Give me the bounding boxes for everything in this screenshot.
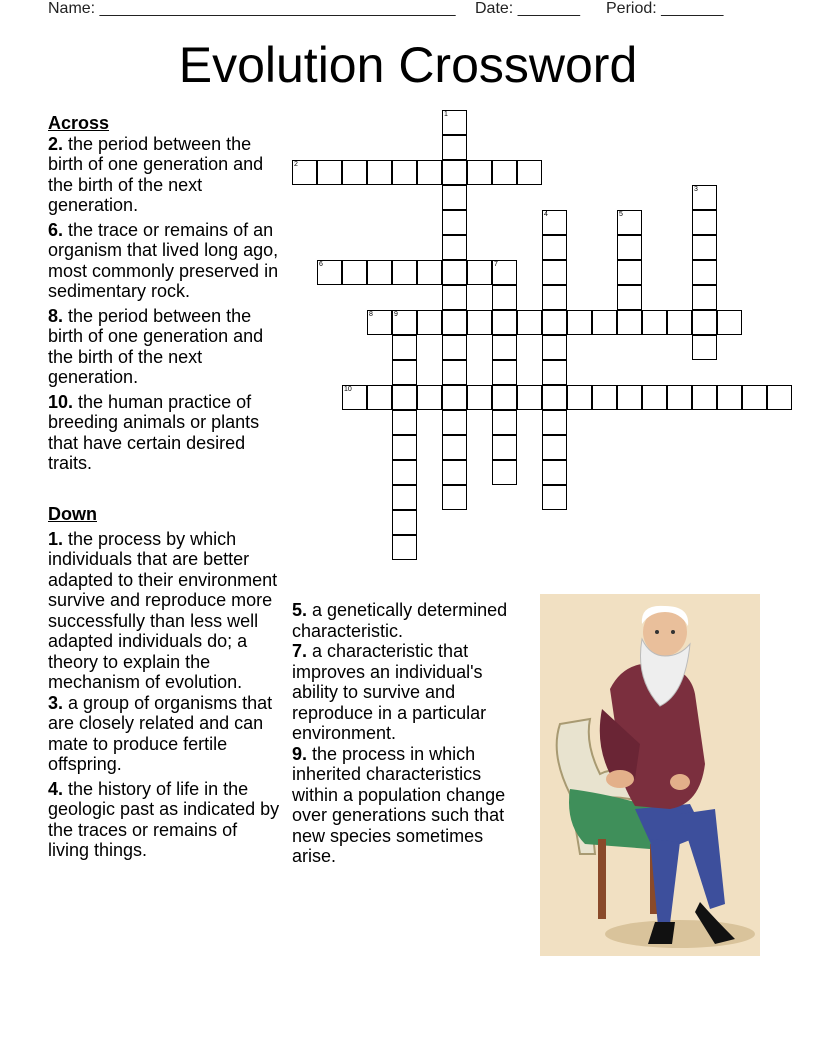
crossword-cell[interactable]	[492, 385, 517, 410]
period-field-label[interactable]: Period: _______	[606, 0, 724, 17]
cell-number: 9	[394, 311, 398, 318]
crossword-cell[interactable]	[517, 385, 542, 410]
crossword-cell[interactable]	[442, 385, 467, 410]
down-clue-1: 1. the process by which individuals that are better adapted to their environment survive and reproduce more successfully than less well adapted individuals do; a theory to explain the mechanism of evolution.	[48, 528, 278, 692]
crossword-cell[interactable]	[442, 460, 467, 485]
cell-number: 4	[544, 211, 548, 218]
down-clue-3: 3. a group of organisms that are closely related and can mate to produce fertile offspring.	[48, 692, 273, 774]
crossword-cell[interactable]	[392, 335, 417, 360]
crossword-cell[interactable]	[392, 360, 417, 385]
crossword-cell[interactable]	[542, 485, 567, 510]
crossword-cell[interactable]	[292, 160, 317, 185]
cell-number: 1	[444, 111, 448, 118]
crossword-cell[interactable]	[442, 410, 467, 435]
crossword-cell[interactable]	[342, 260, 367, 285]
crossword-cell[interactable]	[392, 310, 417, 335]
crossword-cell[interactable]	[442, 260, 467, 285]
crossword-cell[interactable]	[467, 160, 492, 185]
crossword-cell[interactable]	[542, 410, 567, 435]
crossword-cell[interactable]	[392, 535, 417, 560]
crossword-cell[interactable]	[317, 260, 342, 285]
crossword-cell[interactable]	[692, 310, 717, 335]
crossword-cell[interactable]	[567, 310, 592, 335]
crossword-cell[interactable]	[617, 310, 642, 335]
crossword-cell[interactable]	[342, 160, 367, 185]
crossword-cell[interactable]	[492, 310, 517, 335]
crossword-cell[interactable]	[617, 285, 642, 310]
crossword-cell[interactable]	[692, 185, 717, 210]
cell-number: 8	[369, 311, 373, 318]
crossword-cell[interactable]	[492, 160, 517, 185]
crossword-cell[interactable]	[692, 285, 717, 310]
crossword-cell[interactable]	[467, 385, 492, 410]
crossword-cell[interactable]	[617, 235, 642, 260]
across-clue-10: 10. the human practice of breeding animals or plants that have certain desired traits.	[48, 391, 260, 473]
cell-number: 5	[619, 211, 623, 218]
page-title: Evolution Crossword	[178, 37, 638, 93]
crossword-cell[interactable]	[392, 435, 417, 460]
crossword-cell[interactable]	[392, 485, 417, 510]
crossword-cell[interactable]	[392, 385, 417, 410]
crossword-cell[interactable]	[442, 185, 467, 210]
crossword-cell[interactable]	[492, 460, 517, 485]
crossword-cell[interactable]	[517, 310, 542, 335]
crossword-cell[interactable]	[542, 435, 567, 460]
across-clues	[48, 113, 280, 478]
crossword-cell[interactable]	[692, 335, 717, 360]
crossword-cell[interactable]	[492, 285, 517, 310]
crossword-cell[interactable]	[442, 310, 467, 335]
crossword-cell[interactable]	[467, 260, 492, 285]
crossword-cell[interactable]	[592, 310, 617, 335]
crossword-cell[interactable]	[392, 410, 417, 435]
crossword-cell[interactable]	[742, 385, 767, 410]
down-clues-continued	[292, 600, 522, 867]
charles-darwin-caricature-icon	[540, 594, 760, 956]
crossword-cell[interactable]	[667, 310, 692, 335]
crossword-cell[interactable]	[492, 260, 517, 285]
crossword-cell[interactable]	[367, 260, 392, 285]
across-clue-8: 8. the period between the birth of one generation and the birth of the next generation.	[48, 305, 264, 387]
crossword-cell[interactable]	[442, 135, 467, 160]
crossword-cell[interactable]	[417, 385, 442, 410]
crossword-cell[interactable]	[542, 210, 567, 235]
crossword-cell[interactable]	[392, 260, 417, 285]
crossword-cell[interactable]	[392, 460, 417, 485]
cell-number: 6	[319, 261, 323, 268]
crossword-cell[interactable]	[617, 260, 642, 285]
crossword-cell[interactable]	[592, 385, 617, 410]
crossword-cell[interactable]	[442, 335, 467, 360]
crossword-cell[interactable]	[642, 385, 667, 410]
crossword-cell[interactable]	[392, 510, 417, 535]
cell-number: 7	[494, 261, 498, 268]
down-heading: Down	[48, 504, 97, 524]
crossword-cell[interactable]	[317, 160, 342, 185]
crossword-cell[interactable]	[692, 260, 717, 285]
crossword-cell[interactable]	[442, 110, 467, 135]
cell-number: 2	[294, 161, 298, 168]
crossword-cell[interactable]	[467, 310, 492, 335]
crossword-cell[interactable]	[542, 260, 567, 285]
crossword-cell[interactable]	[417, 260, 442, 285]
across-clue-6: 6. the trace or remains of an organism that lived long ago, most commonly preserved in sedimentary rock.	[48, 219, 279, 301]
crossword-cell[interactable]	[492, 360, 517, 385]
crossword-cell[interactable]	[692, 235, 717, 260]
date-field-label[interactable]: Date: _______	[475, 0, 580, 17]
crossword-cell[interactable]	[442, 160, 467, 185]
crossword-cell[interactable]	[567, 385, 592, 410]
crossword-cell[interactable]	[392, 160, 417, 185]
across-clue-2: 2. the period between the birth of one generation and the birth of the next generation.	[48, 133, 264, 215]
crossword-cell[interactable]	[442, 485, 467, 510]
down-clues	[48, 504, 283, 865]
crossword-cell[interactable]	[442, 435, 467, 460]
crossword-cell[interactable]	[442, 360, 467, 385]
down-clue-9: 9. the process in which inherited characteristics within a population change over generations such that new species sometimes arise.	[292, 743, 506, 866]
crossword-cell[interactable]	[692, 385, 717, 410]
crossword-cell[interactable]	[642, 310, 667, 335]
crossword-cell[interactable]	[367, 310, 392, 335]
crossword-cell[interactable]	[492, 335, 517, 360]
crossword-cell[interactable]	[767, 385, 792, 410]
crossword-cell[interactable]	[442, 235, 467, 260]
crossword-cell[interactable]	[617, 210, 642, 235]
crossword-cell[interactable]	[717, 310, 742, 335]
down-clue-7: 7. a characteristic that improves an individual's ability to survive and reproduce in a particular environment.	[292, 641, 487, 743]
crossword-cell[interactable]	[717, 385, 742, 410]
crossword-cell[interactable]	[492, 410, 517, 435]
crossword-cell[interactable]	[542, 385, 567, 410]
down-clue-4: 4. the history of life in the geologic past as indicated by the traces or remains of living things.	[48, 778, 280, 860]
crossword-cell[interactable]	[542, 460, 567, 485]
crossword-cell[interactable]	[417, 160, 442, 185]
cell-number: 10	[344, 386, 352, 393]
crossword-cell[interactable]	[517, 160, 542, 185]
crossword-cell[interactable]	[542, 235, 567, 260]
crossword-cell[interactable]	[417, 310, 442, 335]
crossword-cell[interactable]	[692, 210, 717, 235]
crossword-cell[interactable]	[367, 385, 392, 410]
crossword-cell[interactable]	[542, 335, 567, 360]
across-heading: Across	[48, 113, 110, 133]
crossword-cell[interactable]	[342, 385, 367, 410]
crossword-cell[interactable]	[442, 210, 467, 235]
crossword-cell[interactable]	[492, 435, 517, 460]
crossword-cell[interactable]	[542, 310, 567, 335]
cell-number: 3	[694, 186, 698, 193]
down-clue-5: 5. a genetically determined characteristic.	[292, 600, 508, 641]
crossword-cell[interactable]	[442, 285, 467, 310]
name-field-label[interactable]: Name: ________________________________________	[48, 0, 456, 17]
crossword-cell[interactable]	[667, 385, 692, 410]
crossword-cell[interactable]	[617, 385, 642, 410]
crossword-cell[interactable]	[542, 360, 567, 385]
crossword-cell[interactable]	[367, 160, 392, 185]
crossword-cell[interactable]	[542, 285, 567, 310]
